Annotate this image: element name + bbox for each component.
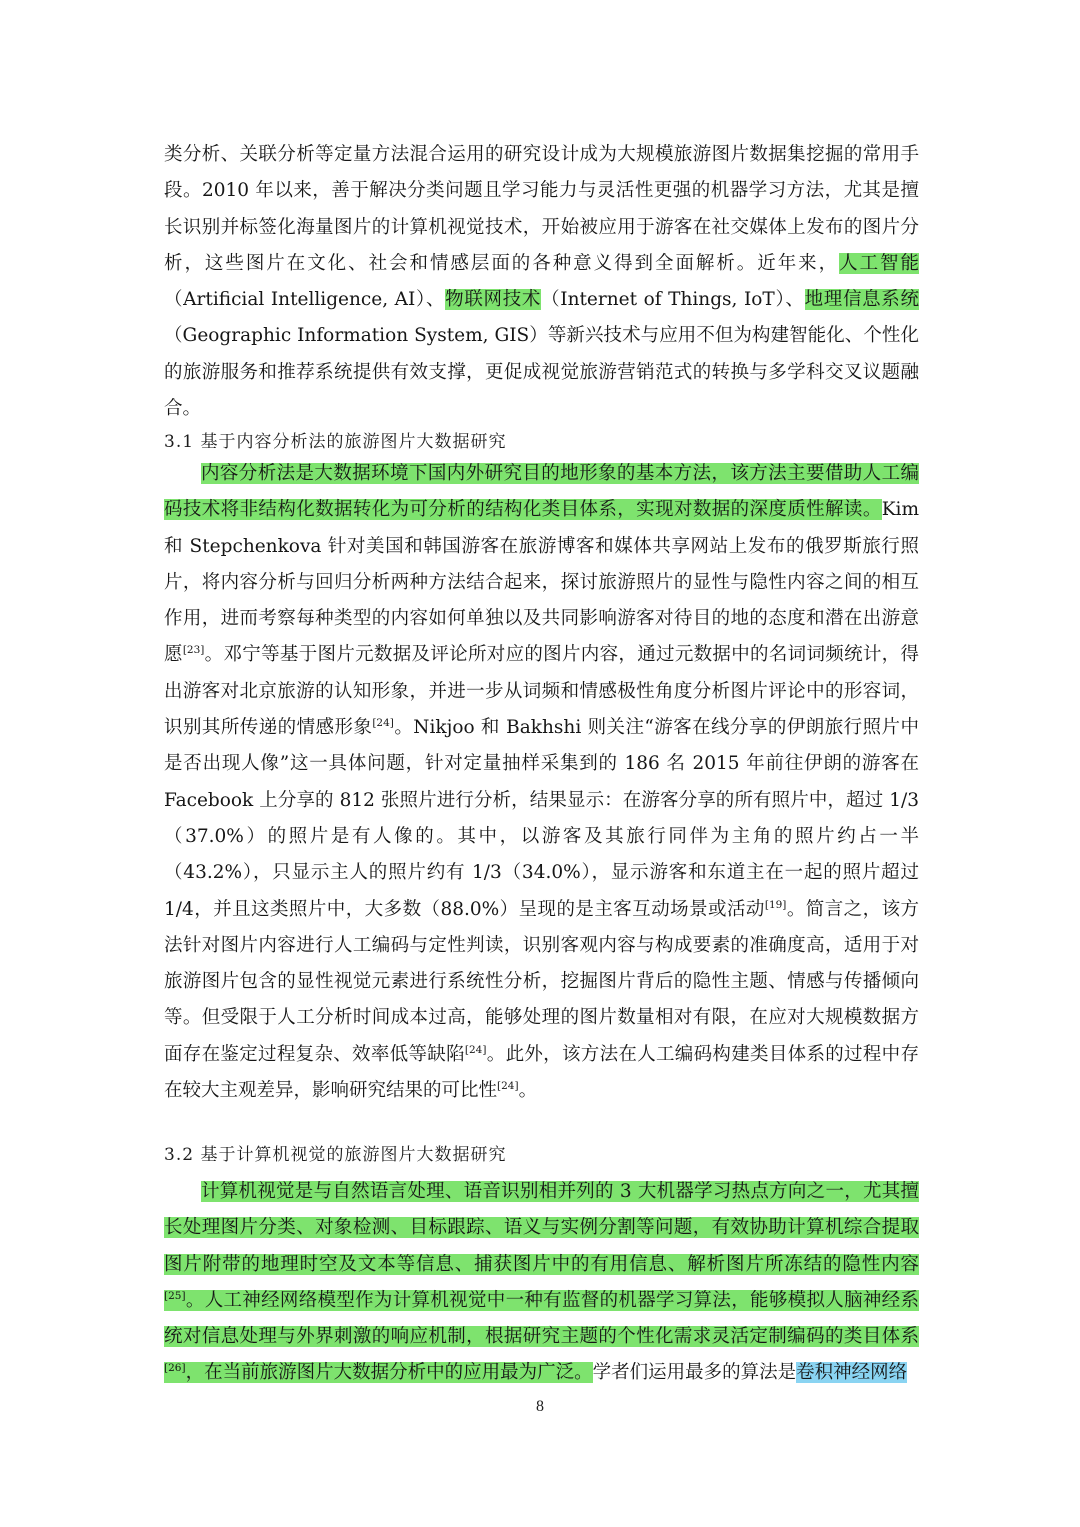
text-run: 。简言之，该方法针对图片内容进行人工编码与定性判读，识别客观内容与构成要素的准确度高，适用于对旅游图片包含的显性视觉元素进行系统性分析，挖掘图片背后的隐性主题、情感与传播倾向等。但受限于人工分析时间成本过高，能够处理的图片数量相对有限，在应对大规模数据方面存在鉴定过程复杂、效率低等缺陷 <box>164 898 919 1065</box>
text-run: （Internet of Things, IoT）、 <box>541 289 805 311</box>
highlight-gis: 地理信息系统 <box>804 289 919 311</box>
text-run: 学者们运用最多的算法是 <box>592 1362 797 1384</box>
citation-ref: [19] <box>764 898 787 911</box>
highlight-cnn: 卷积神经网络 <box>796 1362 908 1384</box>
text-run: 类分析、关联分析等定量方法混合运用的研究设计成为大规模旅游图片数据集挖掘的常用手段。2010 年以来，善于解决分类问题且学习能力与灵活性更强的机器学习方法，尤其是擅长识别并标签化海量图片的计算机视觉技术，开始被应用于游客在社交媒体上发布的图片分析，这些图片在文化、社会和情感层面的各种意义得到全面解析。近年来， <box>164 144 919 274</box>
highlight-computer-vision <box>164 1181 919 1383</box>
citation-ref: [24] <box>497 1079 519 1092</box>
text-run: 。此外，该方法在人工编码构建类目体系的过程中存在较大主观差异，影响研究结果的可比性 <box>164 1043 919 1102</box>
text-run: 。Nikjoo 和 Bakhshi 则关注“游客在线分享的伊朗旅行照片中是否出现人像”这一具体问题，针对定量抽样采集到的 186 名 2015 年前往伊朗的游客在 Facebook 上分享的 812 张照片进行分析，结果显示：在游客分享的所有照片中，超过 1/3（37.0%）的照片是有人像的。其中，以游客及其旅行同伴为主角的照片约占一半（43.2%），只显示主人的照片约有 1/3（34.0%），显示游客和东道主在一起的照片超过 1/4，并且这类照片中，大多数（88.0%）呈现的是主客互动场景或活动 <box>164 717 919 920</box>
citation-ref: [25] <box>164 1289 186 1302</box>
paragraph-computer-vision <box>164 1174 919 1392</box>
highlight-iot: 物联网技术 <box>445 289 542 311</box>
citation-ref: [24] <box>464 1043 487 1056</box>
text-run: （Geographic Information System, GIS）等新兴技术与应用不但为构建智能化、个性化的旅游服务和推荐系统提供有效支撑，更促成视觉旅游营销范式的转换与多学科交叉议题融合。 <box>164 325 919 420</box>
paragraph-intro <box>164 137 919 427</box>
highlight-ai: 人工智能 <box>839 252 919 274</box>
paragraph-content-analysis <box>164 456 919 1109</box>
text-run: Kim 和 Stepchenkova 针对美国和韩国游客在旅游博客和媒体共享网站上发布的俄罗斯旅行照片，将内容分析与回归分析两种方法结合起来，探讨旅游照片的显性与隐性内容之间的相互作用，进而考察每种类型的内容如何单独以及共同影响游客对待目的地的态度和潜在出游意愿 <box>164 499 919 666</box>
text-run: （Artificial Intelligence, AI）、 <box>164 289 446 311</box>
text-run: 。邓宁等基于图片元数据及评论所对应的图片内容，通过元数据中的名词词频统计，得出游客对北京旅游的认知形象，并进一步从词频和情感极性角度分析图片评论中的形容词，识别其所传递的情感形象 <box>164 644 919 739</box>
section-heading-3-2: 3.2 基于计算机视觉的旅游图片大数据研究 <box>164 1145 507 1165</box>
text-run: 。 <box>185 1289 205 1311</box>
text-run: 计算机视觉是与自然语言处理、语音识别相并列的 3 大机器学习热点方向之一，尤其擅长处理图片分类、对象检测、目标跟踪、语义与实例分割等问题，有效协助计算机综合提取图片附带的地理时空及文本等信息、捕获图片中的有用信息、解析图片所冻结的隐性内容 <box>164 1181 919 1275</box>
citation-ref: [26] <box>164 1362 186 1375</box>
text-run: 。 <box>518 1080 538 1102</box>
text-run: ，在当前旅游图片大数据分析中的应用最为广泛。 <box>185 1362 593 1384</box>
section-heading-3-1: 3.1 基于内容分析法的旅游图片大数据研究 <box>164 432 507 452</box>
citation-ref: [24] <box>372 716 394 729</box>
page-number: 8 <box>536 1398 544 1415</box>
highlight-content-analysis: 内容分析法是大数据环境下国内外研究目的地形象的基本方法，该方法主要借助人工编码技术将非结构化数据转化为可分析的结构化类目体系，实现对数据的深度质性解读。 <box>164 463 919 521</box>
citation-ref: [23] <box>182 644 205 657</box>
text-run: 人工神经网络模型作为计算机视觉中一种有监督的机器学习算法，能够模拟人脑神经系统对信息处理与外界刺激的响应机制，根据研究主题的个性化需求灵活定制编码的类目体系 <box>164 1289 919 1348</box>
